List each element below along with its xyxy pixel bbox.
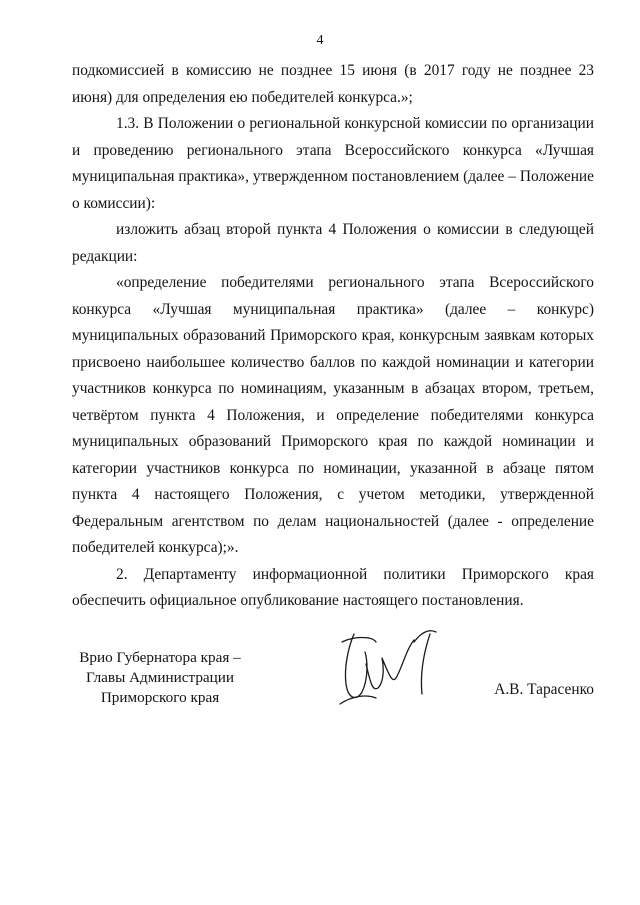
signatory-position-line: Врио Губернатора края – (79, 649, 241, 666)
paragraph-amendment-text: «определение победителями регионального этапа Всероссийского конкурса «Лучшая муниципальная практика» (далее – конкурс) муниципальных образований Приморского края, конкурсным заявкам которых присвоено наибольшее количество баллов по каждой номинации и категории участников конкурса по номинациям, указанным в абзацах втором, третьем, четвёртом пункта 4 Положения, и определение победителями конкурса муниципальных образований Приморского края по каждой номинации и категории участников конкурса по номинации, указанной в абзаце пятом пункта 4 настоящего Положения, с учетом методики, утвержденной Федеральным агентством по делам национальностей (далее - определение победителей конкурса);». (72, 274, 594, 556)
signer-name: А.В. Тарасенко (494, 681, 594, 698)
signatory-position-line: Главы Администрации (85, 669, 235, 686)
paragraph-continuation: подкомиссией в комиссию не позднее 15 июня (в 2017 году не позднее 23 июня) для определения ею победителей конкурса.»; (72, 62, 594, 106)
handwritten-signature (332, 622, 442, 714)
paragraph-clause-1-3: 1.3. В Положении о региональной конкурсной комиссии по организации и проведению регионального этапа Всероссийского конкурса «Лучшая муниципальная практика», утвержденном постановлением (далее – Положение о комиссии): (72, 115, 594, 212)
signatory-position-line: Приморского края (100, 689, 220, 706)
paragraph-clause-2: 2. Департаменту информационной политики Приморского края обеспечить официальное опубликование настоящего постановления. (72, 565, 594, 609)
signatory-position (74, 648, 246, 708)
page-number: 4 (316, 33, 324, 48)
paragraph-amendment-instruction: изложить абзац второй пункта 4 Положения о комиссии в следующей редакции: (72, 221, 594, 265)
document-body (72, 58, 594, 615)
